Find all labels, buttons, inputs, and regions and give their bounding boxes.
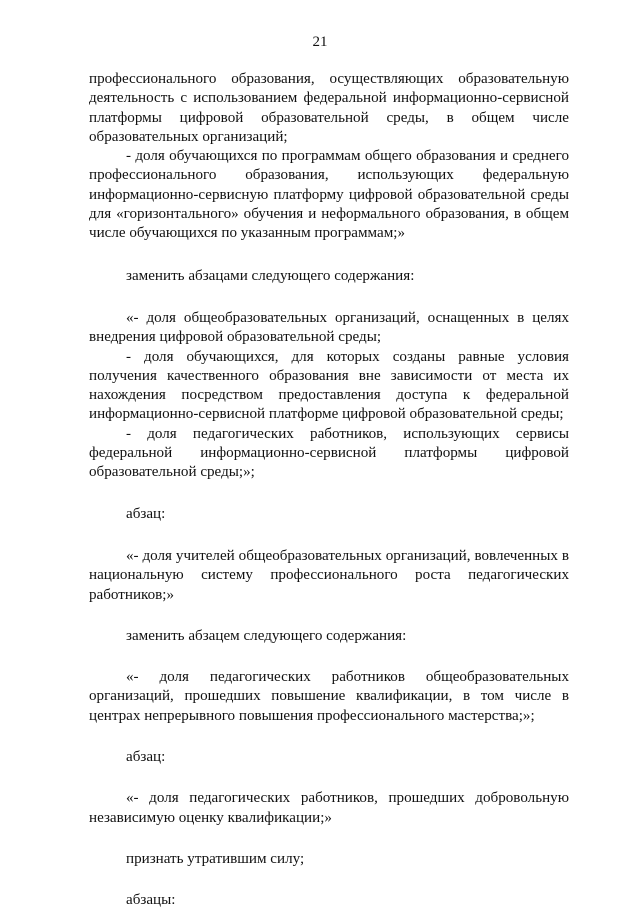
- paragraph-12: «- доля педагогических работников, прошедших добровольную независимую оценку квалификации;»: [89, 790, 569, 826]
- paragraph-8: «- доля учителей общеобразовательных организаций, вовлеченных в национальную систему профессионального роста педагогических работников;»: [89, 547, 569, 603]
- paragraph-6: - доля педагогических работников, использующих сервисы федеральной информационно-сервисной платформы цифровой образовательной среды;»;: [89, 425, 569, 481]
- paragraph-13: признать утратившим силу;: [126, 850, 305, 867]
- paragraph-7: абзац:: [126, 505, 166, 522]
- paragraph-1: профессионального образования, осуществляющих образовательную деятельность с использованием федеральной информационно-сервисной платформы цифровой образовательной среды, в общем числе образовательных организаций;: [89, 71, 569, 145]
- paragraph-5: - доля обучающихся, для которых созданы равные условия получения качественного образования вне зависимости от места их нахождения посредством предоставления доступа к федеральной информационно-сервисной платформе цифровой образовательной среды;: [89, 348, 569, 423]
- paragraph-9: заменить абзацем следующего содержания:: [126, 627, 407, 644]
- paragraph-3: заменить абзацами следующего содержания:: [126, 267, 415, 284]
- page-number: 21: [312, 34, 328, 50]
- paragraph-2: - доля обучающихся по программам общего образования и среднего профессионального образования, использующих федеральную информационно-сервисную платформу цифровой образовательной среды для «горизонтального» обучения и неформального образования, в общем числе обучающихся по указанным программам;»: [89, 148, 569, 242]
- paragraph-11: абзац:: [126, 749, 166, 766]
- paragraph-4: «- доля общеобразовательных организаций, оснащенных в целях внедрения цифровой образовательной среды;: [89, 309, 569, 346]
- document-body: [89, 70, 569, 911]
- paragraph-14: абзацы:: [126, 892, 176, 909]
- paragraph-10: «- доля педагогических работников общеобразовательных организаций, прошедших повышение квалификации, в том числе в центрах непрерывного повышения профессионального мастерства;»;: [89, 669, 569, 724]
